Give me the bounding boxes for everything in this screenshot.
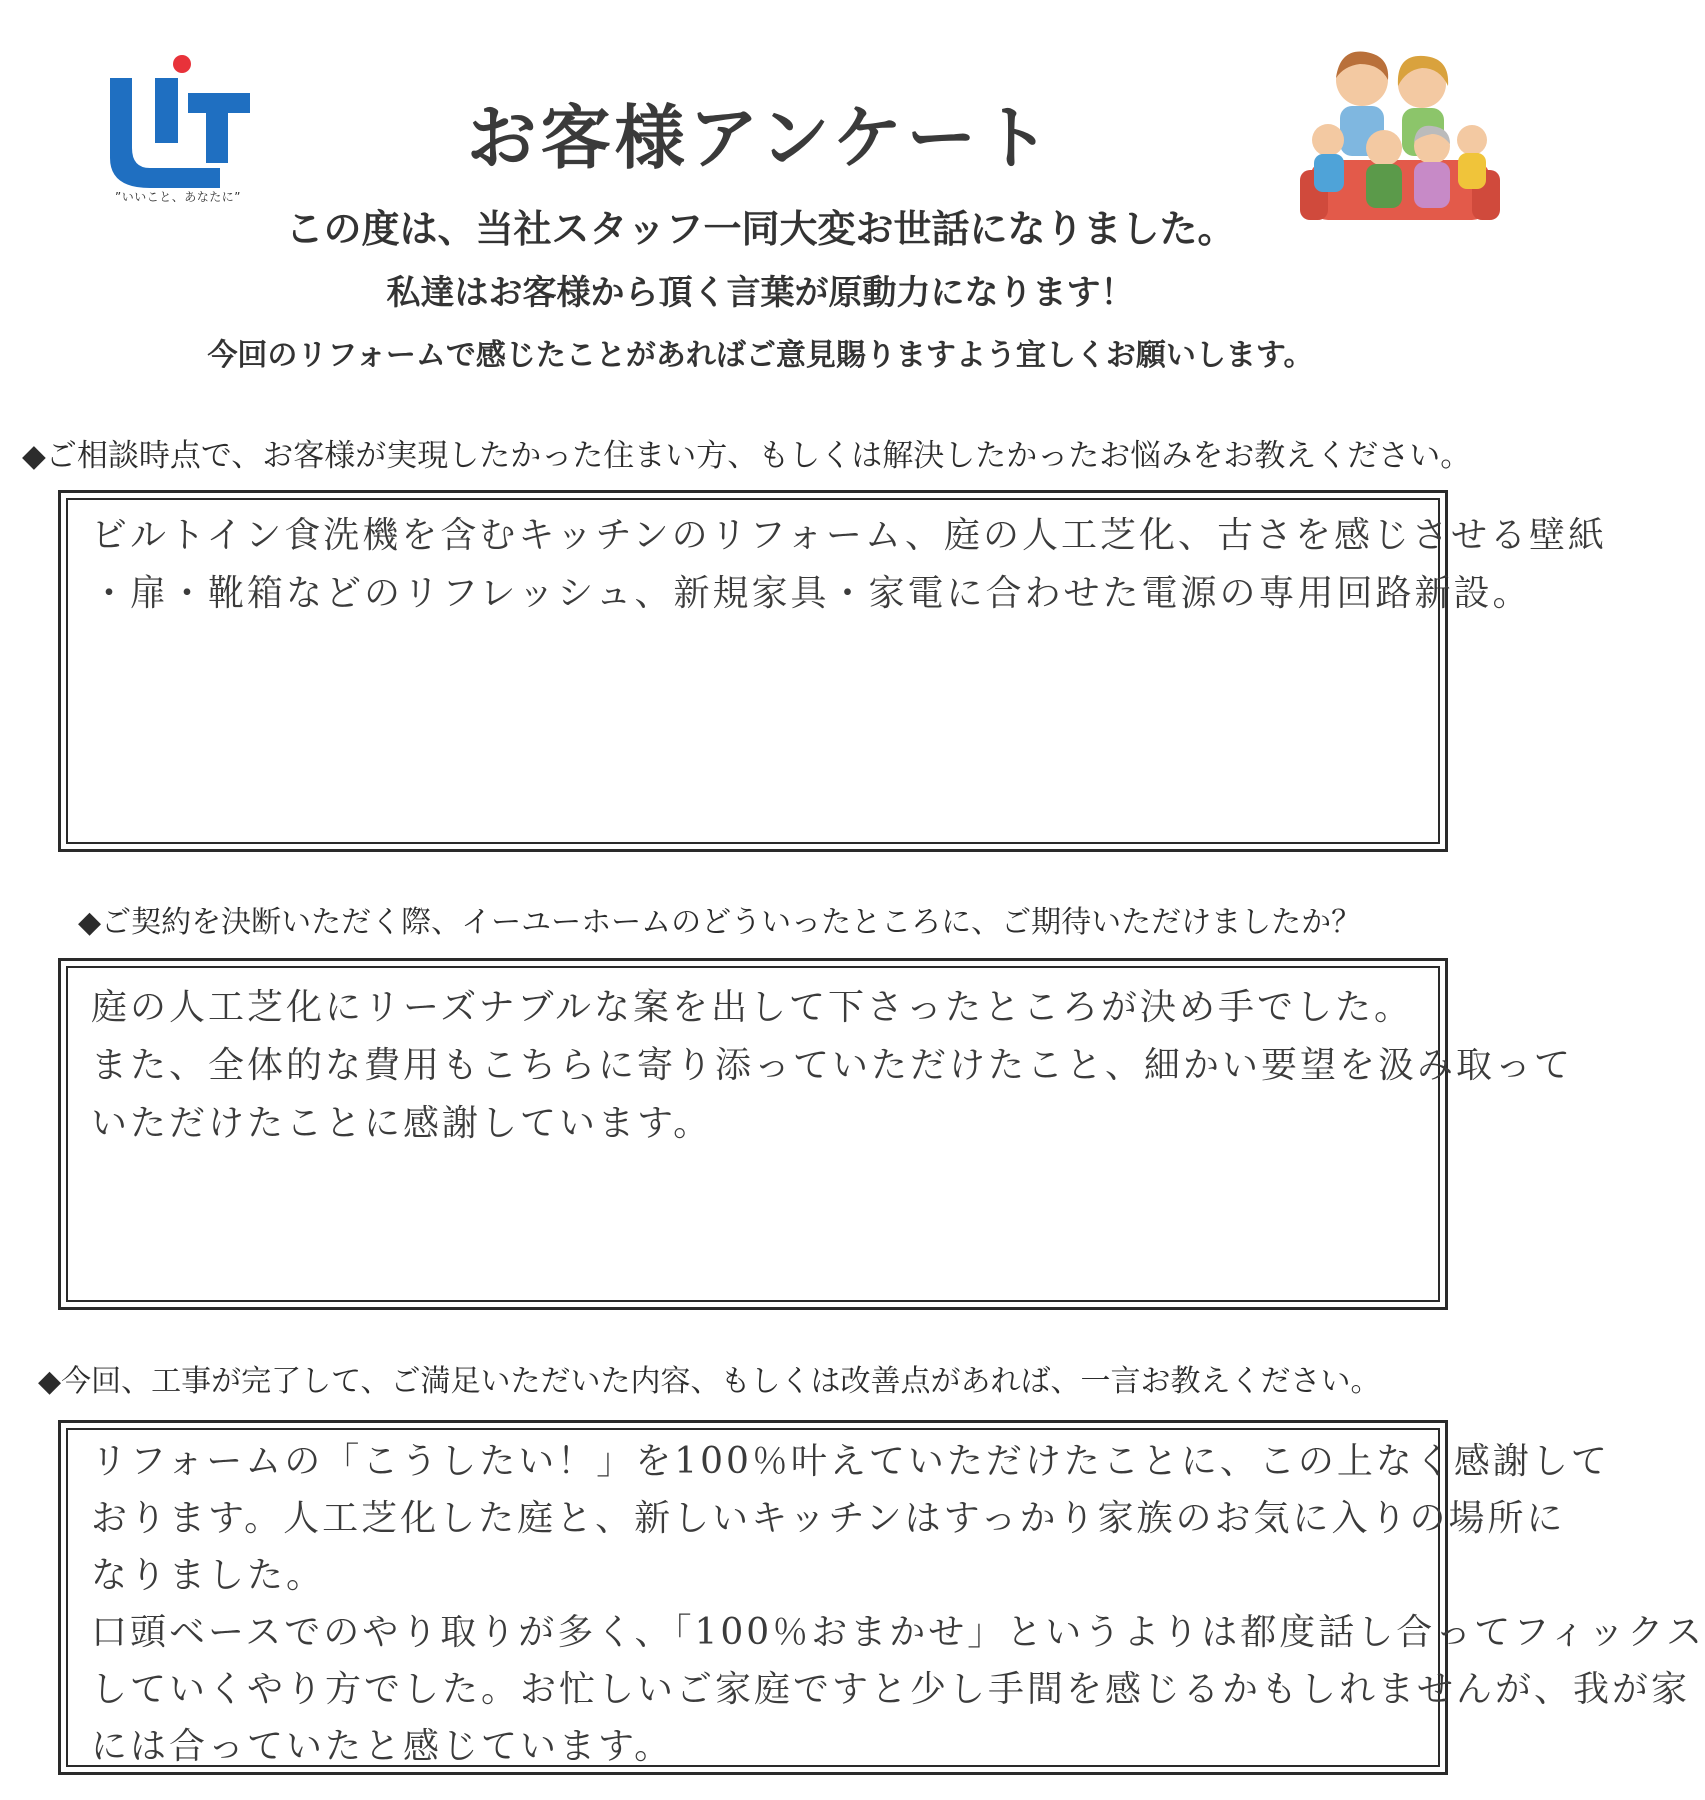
- answer-line: していくやり方でした。お忙しいご家庭ですと少し手間を感じるかもしれませんが、我が家: [91, 1669, 1691, 1710]
- answer-line: また、全体的な費用もこちらに寄り添っていただけたこと、細かい要望を汲み取って: [91, 1045, 1574, 1086]
- lead-line-1: この度は、当社スタッフ一同大変お世話になりました。: [285, 207, 1236, 251]
- question-1: ◆ご相談時点で、お客様が実現したかった住まい方、もしくは解決したかったお悩みをお教えください。: [22, 438, 1472, 474]
- answer-line: ・扉・靴箱などのリフレッシュ、新規家具・家電に合わせた電源の専用回路新設。: [91, 573, 1532, 614]
- lead-line-3: 今回のリフォームで感じたことがあればご意見賜りますよう宜しくお願いします。: [207, 338, 1314, 373]
- answer-line: には合っていたと感じています。: [91, 1726, 674, 1767]
- question-2: ◆ご契約を決断いただく際、イーユーホームのどういったところに、ご期待いただけましたか？: [78, 905, 1362, 940]
- answer-line: 庭の人工芝化にリーズナブルな案を出して下さったところが決め手でした。: [91, 987, 1414, 1028]
- answer-line: なりました。: [91, 1555, 326, 1596]
- answer-line: リフォームの「こうしたい！」を100％叶えていただけたことに、この上なく感謝して: [91, 1441, 1610, 1482]
- answer-box-3: [58, 1420, 1705, 1775]
- answer-line: ビルトイン食洗機を含むキッチンのリフォーム、庭の人工芝化、古さを感じさせる壁紙: [91, 515, 1607, 556]
- answer-3-text: [91, 1433, 1705, 1775]
- company-tagline: ”いいこと、あなたに”: [115, 190, 241, 204]
- question-3: ◆今回、工事が完了して、ご満足いただいた内容、もしくは改善点があれば、一言お教えください。: [38, 1364, 1381, 1399]
- answer-1-text: [91, 507, 1607, 623]
- answer-box-2: [58, 958, 1574, 1310]
- answer-line: おります。人工芝化した庭と、新しいキッチンはすっかり家族のお気に入りの場所に: [91, 1498, 1566, 1539]
- answer-2-text: [91, 979, 1574, 1153]
- answer-line: 口頭ベースでのやり取りが多く、「100％おまかせ」というよりは都度話し合ってフィックス: [91, 1612, 1705, 1653]
- logo-dot: [173, 55, 191, 73]
- answer-box-1: [58, 490, 1607, 852]
- page-title: お客様アンケート: [466, 97, 1055, 179]
- answer-line: いただけたことに感謝しています。: [91, 1103, 713, 1144]
- lead-line-2: 私達はお客様から頂く言葉が原動力になります！: [386, 273, 1135, 313]
